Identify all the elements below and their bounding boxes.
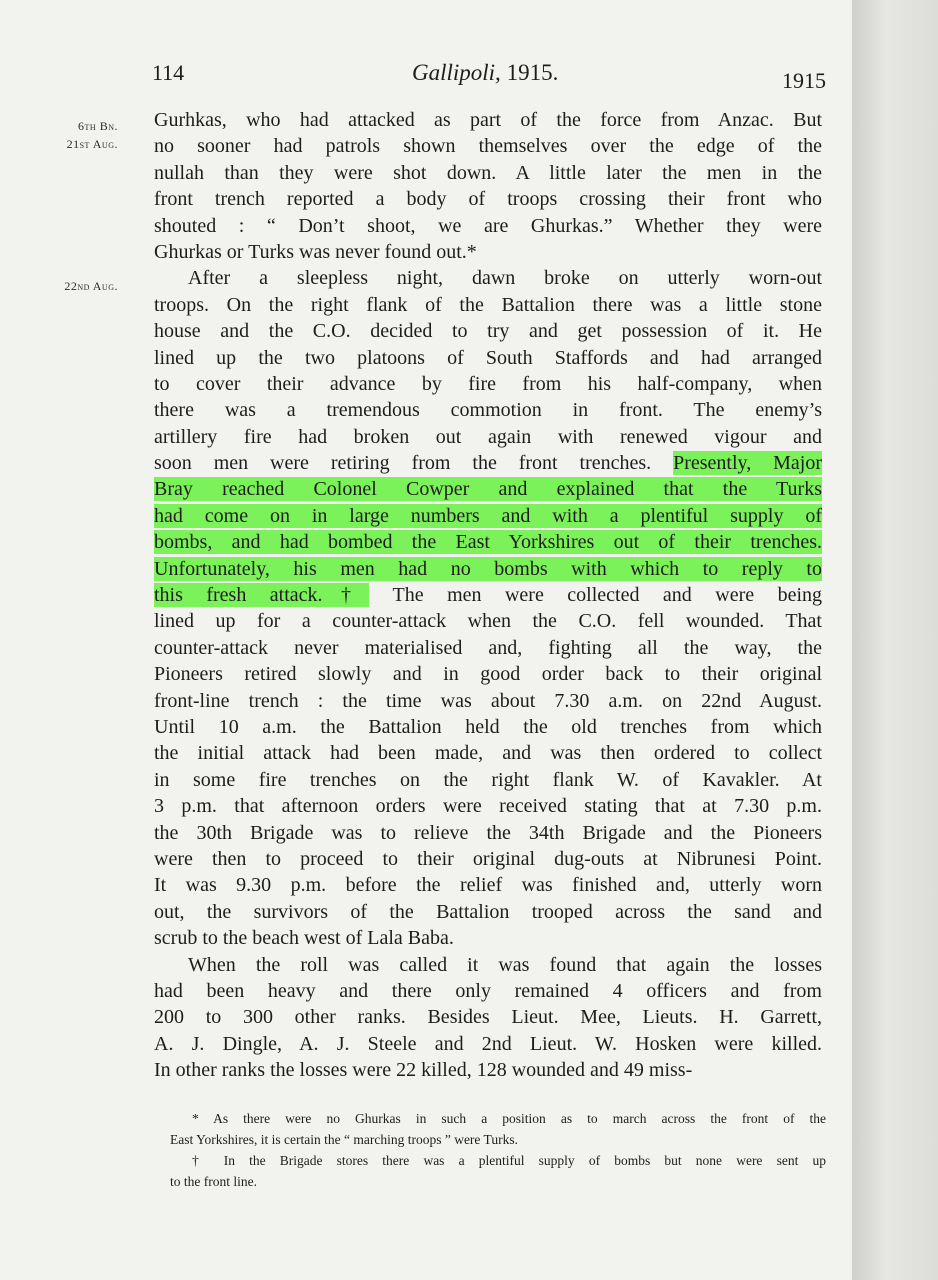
line-text: It was 9.30 p.m. before the relief was finished and, utterly worn: [154, 874, 822, 897]
text-line: [154, 582, 822, 608]
line-text: When the roll was called it was found that again the losses: [188, 953, 822, 976]
running-title-year: 1915.: [506, 60, 559, 85]
text-line: [154, 1004, 822, 1030]
line-text: in some fire trenches on the right flank W. of Kavakler. At: [154, 768, 822, 791]
page-number: 114: [152, 60, 185, 85]
line-text: no sooner had patrols shown themselves over the edge of the: [154, 135, 822, 158]
text-line: [154, 899, 822, 925]
line-text: Pioneers retired slowly and in good order back to their original: [154, 663, 822, 686]
line-text: soon men were retiring from the front trenches.: [154, 452, 652, 475]
text-line: [154, 1057, 822, 1083]
body-text: [154, 107, 822, 1083]
footnotes: [170, 1108, 826, 1192]
footnote-line: East Yorkshires, it is certain the “ marching troops ” were Turks.: [170, 1132, 518, 1147]
margin-note-date-22: 22nd Aug.: [64, 279, 118, 293]
text-line: [154, 978, 822, 1004]
text-line: [154, 265, 822, 291]
line-text: troops. On the right flank of the Battalion there was a little stone: [154, 293, 822, 316]
text-line: [154, 846, 822, 872]
line-text: artillery fire had broken out again with renewed vigour and: [154, 425, 822, 448]
text-line: [154, 239, 822, 265]
line-text: counter-attack never materialised and, fighting all the way, the: [154, 636, 822, 659]
line-text: front-line trench : the time was about 7.30 a.m. on 22nd August.: [154, 689, 822, 712]
text-line: [154, 872, 822, 898]
line-text: the initial attack had been made, and was then ordered to collect: [154, 742, 822, 765]
text-line: [154, 820, 822, 846]
header-year: 1915: [782, 68, 826, 93]
page-header: [0, 54, 852, 94]
line-text: The men were collected and were being: [392, 584, 823, 607]
text-line: [154, 107, 822, 133]
text-line: [154, 793, 822, 819]
line-text: scrub to the beach west of Lala Baba.: [154, 927, 454, 950]
line-text: In other ranks the losses were 22 killed, 128 wounded and 49 miss-: [154, 1059, 693, 1082]
text-line: [154, 952, 822, 978]
line-text: out, the survivors of the Battalion trooped across the sand and: [154, 900, 822, 923]
text-line: [154, 503, 822, 529]
text-line: [154, 529, 822, 555]
highlighted-text: Bray reached Colonel Cowper and explained that the Turks: [154, 478, 822, 501]
text-line: [154, 688, 822, 714]
line-text: Until 10 a.m. the Battalion held the old trenches from which: [154, 715, 822, 738]
text-line: [154, 186, 822, 212]
text-line: [154, 160, 822, 186]
line-text: the 30th Brigade was to relieve the 34th Brigade and the Pioneers: [154, 821, 822, 844]
text-line: [154, 397, 822, 423]
text-line: [154, 213, 822, 239]
margin-note-battalion: 6th Bn.: [78, 119, 118, 133]
text-line: [154, 767, 822, 793]
text-line: [154, 1031, 822, 1057]
text-line: [154, 371, 822, 397]
line-text: had been heavy and there only remained 4 officers and from: [154, 979, 822, 1002]
text-line: [154, 450, 822, 476]
line-text: A. J. Dingle, A. J. Steele and 2nd Lieut. W. Hosken were killed.: [154, 1032, 822, 1055]
highlighted-text: Presently, Major: [673, 452, 823, 475]
text-line: [154, 608, 822, 634]
text-line: [154, 133, 822, 159]
line-text: After a sleepless night, dawn broke on utterly worn-out: [188, 267, 822, 290]
line-text: 200 to 300 other ranks. Besides Lieut. Mee, Lieuts. H. Garrett,: [154, 1006, 822, 1029]
line-text: to cover their advance by fire from his half-company, when: [154, 372, 822, 395]
highlighted-text: this fresh attack.†: [154, 584, 370, 607]
text-line: [154, 635, 822, 661]
line-text: Ghurkas or Turks was never found out.*: [154, 240, 477, 263]
text-line: [154, 476, 822, 502]
text-line: [154, 556, 822, 582]
text-line: [154, 345, 822, 371]
text-line: [154, 318, 822, 344]
text-line: [154, 714, 822, 740]
line-text: nullah than they were shot down. A little later the men in the: [154, 161, 822, 184]
text-line: [154, 424, 822, 450]
highlighted-text: bombs, and had bombed the East Yorkshires out of their trenches.: [154, 531, 822, 554]
line-text: were then to proceed to their original dug-outs at Nibrunesi Point.: [154, 847, 822, 870]
line-text: lined up for a counter-attack when the C.O. fell wounded. That: [154, 610, 822, 633]
text-line: [154, 925, 822, 951]
footnote-line: † In the Brigade stores there was a plentiful supply of bombs but none were sent up: [192, 1153, 826, 1168]
line-text: 3 p.m. that afternoon orders were received stating that at 7.30 p.m.: [154, 795, 822, 818]
line-text: there was a tremendous commotion in front. The enemy’s: [154, 399, 822, 422]
line-text: lined up the two platoons of South Staffords and had arranged: [154, 346, 822, 369]
footnote-line: * As there were no Ghurkas in such a position as to march across the front of the: [192, 1111, 826, 1126]
line-text: front trench reported a body of troops crossing their front who: [154, 188, 822, 211]
page-edge: [852, 0, 938, 1280]
highlighted-text: Unfortunately, his men had no bombs with which to reply to: [154, 557, 822, 580]
text-line: [154, 292, 822, 318]
running-title-text: Gallipoli,: [412, 60, 501, 85]
text-line: [154, 661, 822, 687]
running-title: [412, 60, 558, 86]
line-text: shouted : “ Don’t shoot, we are Ghurkas.” Whether they were: [154, 214, 822, 237]
footnote-line: to the front line.: [170, 1174, 257, 1189]
margin-note-date-21: 21st Aug.: [66, 137, 118, 151]
text-line: [154, 740, 822, 766]
line-text: Gurhkas, who had attacked as part of the force from Anzac. But: [154, 109, 822, 131]
highlighted-text: had come on in large numbers and with a plentiful supply of: [154, 504, 822, 527]
line-text: house and the C.O. decided to try and get possession of it. He: [154, 320, 822, 343]
